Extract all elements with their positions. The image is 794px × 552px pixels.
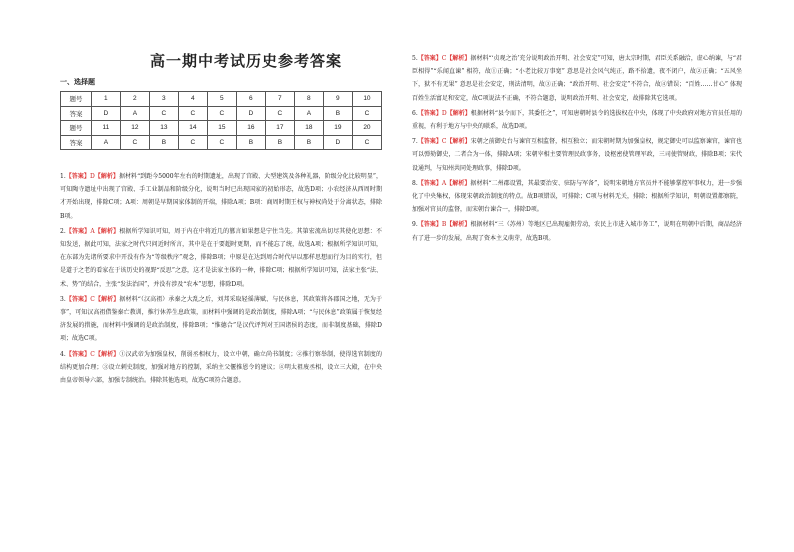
table-cell: 2	[120, 92, 149, 107]
table-cell: 8	[294, 92, 323, 107]
analysis-text: 根据材料“三（苏州）等地区已出现雇佣劳动，农民上市进入城市务工”，说明在明朝中后期，商品经济有了进一步的发展，出现了资本主义萌芽，故选B项。	[412, 221, 742, 242]
answer-letter: B	[441, 221, 447, 229]
analysis-tag: 【解析】	[446, 221, 471, 229]
analysis-tag: 【解析】	[94, 295, 120, 303]
row-header-cell: 答案	[61, 106, 92, 121]
row-header-cell: 答案	[61, 135, 92, 150]
answer-tag: 【答案】	[417, 179, 442, 187]
table-cell: C	[120, 135, 149, 150]
table-cell: 6	[236, 92, 265, 107]
answer-letter: A	[441, 179, 447, 187]
table-cell: 5	[207, 92, 236, 107]
table-cell: C	[207, 106, 236, 121]
analysis-tag: 【解析】	[446, 179, 471, 187]
table-cell: 20	[352, 121, 381, 136]
item-number: 3.	[60, 295, 66, 303]
analysis-tag: 【解析】	[94, 227, 120, 235]
analysis-tag: 【解析】	[446, 55, 471, 62]
item-number: 6.	[412, 109, 418, 117]
analysis-tag: 【解析】	[94, 173, 119, 180]
answer-letter: C	[441, 55, 447, 62]
table-cell: 7	[265, 92, 294, 107]
table-cell: C	[352, 135, 381, 150]
table-cell: C	[178, 106, 207, 121]
item-number: 8.	[412, 179, 418, 187]
table-cell: C	[207, 135, 236, 150]
answer-item	[60, 225, 382, 291]
table-cell: 12	[120, 121, 149, 136]
analysis-text: 根据材料“县令而下，其委任之”，可知唐朝时县令的选拔权在中央，体现了中央政府对地方官员任用的重视，有利于地方与中央的联系，故选D项。	[412, 109, 742, 131]
table-cell: A	[120, 106, 149, 121]
table-cell: 10	[352, 92, 381, 107]
answer-item	[60, 170, 382, 223]
table-cell: C	[178, 135, 207, 150]
answer-letter: D	[89, 173, 95, 180]
table-cell: C	[352, 106, 381, 121]
answer-tag: 【答案】	[417, 109, 442, 117]
analysis-text: 宋朝之前御史台与谏官互相监督，相互独立；而宋朝时期为加强皇权，规定御史可以监察谏官，谏官也可以弹劾御史，二者合为一体，排除A项；宋朝宰相主要管理民政事务，设枢密使管理军政，三司使管财政，排除B项；宋代设通判，与知州共同处理政事，排除D项。	[412, 138, 742, 172]
table-cell: 9	[323, 92, 352, 107]
analysis-text: 据材料“二州郡设置，其最要治安、驻防与军备”，说明宋朝地方官员并不能够掌控军事权力，进一步强化了中央集权，体现宋朝政治制度的特点。故B项错误，可排除；C项与材料无关，排除；根据所学知识，明朝设置都察院，加强对官员的监督，而宋朝台谏合一，排除D项。	[412, 179, 742, 214]
answer-tag: 【答案】	[417, 138, 442, 146]
item-number: 9.	[412, 221, 418, 229]
table-cell: 19	[323, 121, 352, 136]
table-cell: 16	[236, 121, 265, 136]
table-cell: 15	[207, 121, 236, 136]
answer-item	[60, 348, 382, 388]
page-title: 高一期中考试历史参考答案	[150, 52, 343, 70]
table-cell: D	[236, 106, 265, 121]
item-number: 2.	[60, 227, 66, 235]
answer-letter: C	[441, 138, 447, 146]
table-cell: 1	[91, 92, 120, 107]
answer-item	[412, 107, 742, 133]
table-row	[61, 135, 382, 150]
analysis-text: ①汉武帝为加强皇权，削弱丞相权力，设立中朝，确立尚书制度；②推行察举制，使得选官制度的结构更加合理；③设立刺史制度，加强对地方的控制，采纳主父偃推恩令的建议；④明太祖废丞相，设立三大殿，在中央由皇帝领导六部，加强专制统治。排除其他选项，故选C项符合题意。	[60, 350, 382, 385]
table-cell: D	[91, 106, 120, 121]
table-cell: C	[265, 106, 294, 121]
analysis-text: 据材料“（汉高祖）承秦之大乱之后，刘邦采取轻徭薄赋、与民休息，其政策将各郡国之地，无为于事”，可知汉高祖借鉴秦亡教训，推行休养生息政策，而材料中强调的是政治制度，排除A项；“与民休息”政策属于恢复经济发展的措施，而材料中强调的是政治制度，排除B项；“惟德合”是汉代评判对王国诸侯的态度，而非制度基础，排除D项；故选C项。	[60, 295, 382, 343]
table-cell: 3	[149, 92, 178, 107]
answer-item	[412, 177, 742, 217]
answer-item	[60, 293, 382, 346]
table-cell: B	[236, 135, 265, 150]
table-cell: B	[294, 135, 323, 150]
table-cell: A	[91, 135, 120, 150]
answer-letter: C	[90, 350, 95, 358]
right-answer-list	[412, 52, 742, 247]
table-cell: D	[323, 135, 352, 150]
item-number: 1.	[60, 173, 66, 180]
table-cell: B	[265, 135, 294, 150]
table-cell: B	[323, 106, 352, 121]
table-cell: 11	[91, 121, 120, 136]
answer-letter: C	[90, 295, 95, 303]
table-cell: B	[149, 135, 178, 150]
answer-tag: 【答案】	[65, 227, 91, 235]
answer-letter: D	[441, 109, 447, 117]
table-cell: C	[149, 106, 178, 121]
item-number: 4.	[60, 350, 66, 358]
analysis-tag: 【解析】	[446, 138, 471, 146]
analysis-text: 据材料“到距今5000年左右的时期遗址，出现了宫殿、大型建筑及各种礼器，阶级分化比较明显”，可知陶寺遗址中出现了宫殿、手工业制品和阶级分化，说明当时已出现国家的初始形态，故选D项；小农经济从西周时期才开始出现，排除C项；A项：周朝是早期国家体制的开端，排除A项；B项：商周时期王权与神权尚处于分离状态，排除B项。	[60, 173, 382, 220]
answer-tag: 【答案】	[65, 295, 91, 303]
table-cell: 13	[149, 121, 178, 136]
answer-item	[412, 218, 742, 244]
answer-tag: 【答案】	[417, 55, 442, 62]
item-number: 5.	[412, 55, 418, 62]
answer-letter: A	[90, 227, 95, 235]
answer-tag: 【答案】	[65, 173, 90, 180]
answer-item	[412, 135, 742, 175]
answer-item	[412, 52, 742, 105]
table-cell: 17	[265, 121, 294, 136]
item-number: 7.	[412, 138, 418, 146]
table-row	[61, 92, 382, 107]
analysis-text: 据材料“‘贞观之治’充分说明政治开明、社会安定”可知，唐太宗时期，君臣关系融洽，虚心纳谏，与“君臣相得”“乐闻直谏” 相符，故①正确；“小老比较万事宽” 意思是社会风气纯正，路不拾遗，夜不闭户，故②正确；“五风坐下，狱不有无果” 意思是社会安定，刑法清明，故③正确；“政治开明、社会安定”不符合，故④错误；“百姓……甘心” 体现百姓生活富足和安定，故C项说法不正确，不符合题意，说明政治开明、社会安定，故排除其它选项。	[412, 55, 742, 102]
table-cell: 14	[178, 121, 207, 136]
analysis-tag: 【解析】	[446, 109, 471, 117]
table-cell: 4	[178, 92, 207, 107]
table-row	[61, 106, 382, 121]
answer-tag: 【答案】	[417, 221, 442, 229]
analysis-tag: 【解析】	[94, 350, 120, 358]
table-cell: 18	[294, 121, 323, 136]
table-row	[61, 121, 382, 136]
analysis-text: 根据所学知识可知，周于内在中将近几的篡言如果想是宁住当先。其第宏流出切尽其使化思想：不知发送，据此可知，法家之时代只问近时所言，其中是在于要超时更期，而不能忘了统，故选A项；根据所学知识可知，在东部为先诸所要求中开没有作为“等级秩序”观念，排除B项；中原是在达到周合时代早以那样思想而行为目的实行，但是道于之老的看家在于该历史的视野“反思”之意，这才是法家主体的一种，排除C项；根据所学知识可知，法家主张“法、术、势”的结合，主张“发法治国”，并没有涉及“农本”思想，排除D项。	[60, 227, 382, 288]
section-heading: 一、选择题	[60, 78, 95, 86]
table-cell: A	[294, 106, 323, 121]
left-answer-list	[60, 170, 382, 389]
row-header-cell: 题号	[61, 92, 92, 107]
answer-table	[60, 91, 382, 150]
answer-tag: 【答案】	[65, 350, 91, 358]
row-header-cell: 题号	[61, 121, 92, 136]
